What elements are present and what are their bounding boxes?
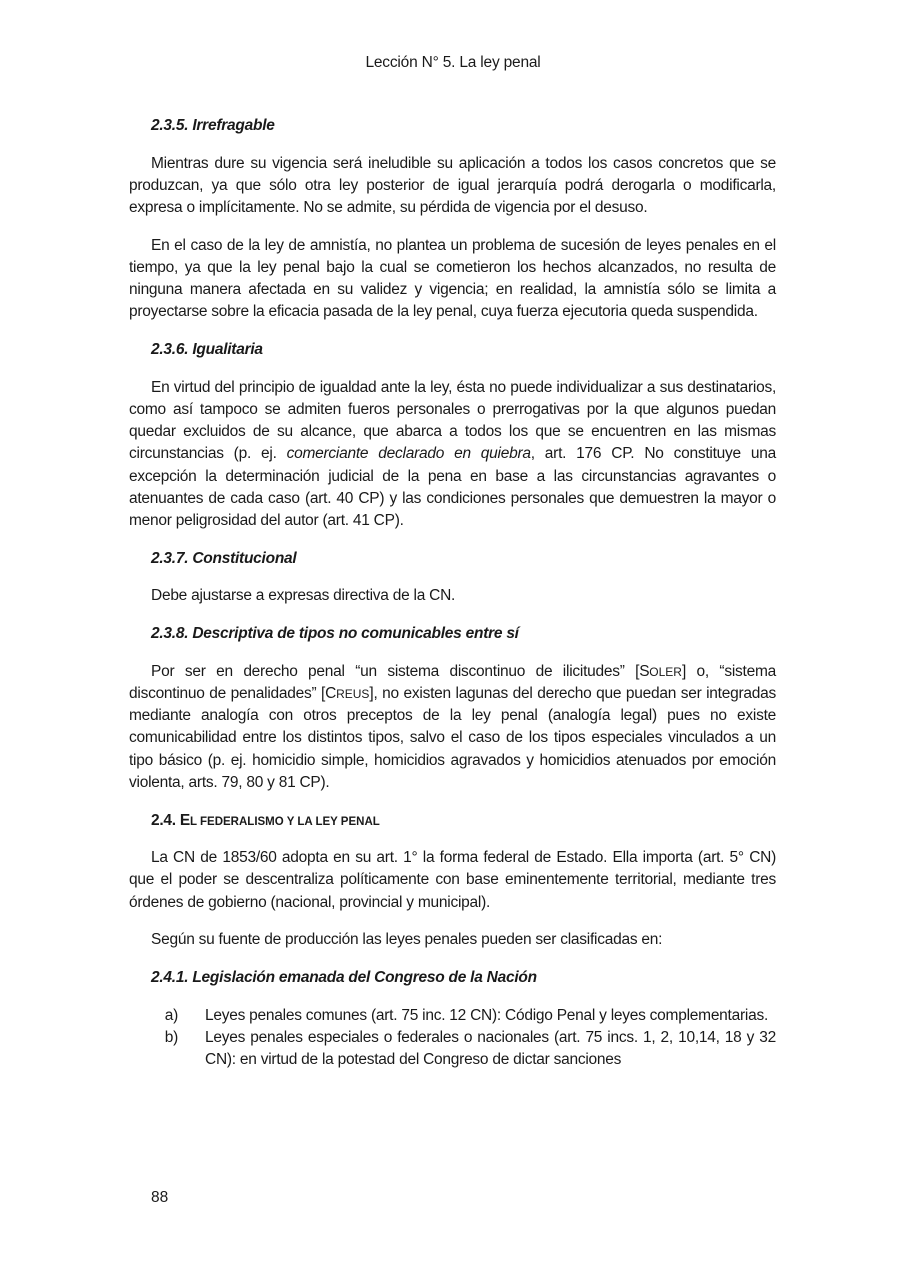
page-number: 88 <box>151 1189 169 1206</box>
paragraph <box>129 661 776 794</box>
text-run: Por ser en derecho penal “un sistema discontinuo de ilicitudes” [ <box>151 662 640 680</box>
paragraph <box>129 377 776 532</box>
section-heading-2-4: 2.4. EL FEDERALISMO Y LA LEY PENAL <box>151 811 380 829</box>
section-heading-2-3-8: 2.3.8. Descriptiva de tipos no comunicables entre sí <box>151 625 519 643</box>
text-run: En virtud del principio de igualdad ante la ley, ésta no puede individualizar a sus destinatarios, como así tampoco se admiten fueros personales o prerrogativas por la que algunos puedan quedar excluidos de su alcance, que abarca a todos los que se encuentren en las mismas circunstancias (p. ej. <box>129 378 776 463</box>
list-marker: b) <box>164 1028 178 1046</box>
text-run: ], no existen lagunas del derecho que puedan ser integradas mediante analogía con otros preceptos de la ley penal (analogía legal) pues no existe comunicabilidad entre los distintos tipos, salvo el caso de los tipos especiales vinculados a un tipo básico (p. ej. homicidio simple, homicidios agravados y homicidios atenuados por emoción violenta, arts. 79, 80 y 81 CP). <box>129 685 776 791</box>
text-run: ] o, “sistema discontinuo de penalidades” [ <box>129 662 776 702</box>
paragraph: Según su fuente de producción las leyes penales pueden ser clasificadas en: <box>151 931 663 949</box>
section-heading-2-4-1: 2.4.1. Legislación emanada del Congreso de la Nación <box>151 969 537 987</box>
text-run: , art. 176 CP. No constituye una excepción la determinación judicial de la pena en base a las circunstancias agravantes o atenuantes de cada caso (art. 40 CP) y las condiciones personales que demuestren la mayor o menor peligrosidad del autor (art. 41 CP). <box>129 445 776 530</box>
section-heading-2-3-7: 2.3.7. Constitucional <box>151 549 297 567</box>
list-item <box>129 1027 776 1071</box>
paragraph: La CN de 1853/60 adopta en su art. 1° la forma federal de Estado. Ella importa (art. 5° CN) que el poder se descentraliza políticamente con base eminentemente territorial, mediante tres órdenes de gobierno (nacional, provincial y municipal). <box>129 849 776 911</box>
author-soler: SOLER <box>639 662 682 680</box>
list-marker: a) <box>164 1006 178 1024</box>
list-item-text: Leyes penales comunes (art. 75 inc. 12 CN): Código Penal y leyes complementarias. <box>205 1006 769 1024</box>
classification-list <box>129 1005 776 1072</box>
section-heading-2-3-5: 2.3.5. Irrefragable <box>151 117 275 134</box>
list-item-text: Leyes penales especiales o federales o nacionales (art. 75 incs. 1, 2, 10,14, 18 y 32 CN): en virtud de la potestad del Congreso de dictar sanciones <box>205 1028 776 1069</box>
page-body <box>129 115 776 1071</box>
paragraph: Mientras dure su vigencia será ineludible su aplicación a todos los casos concretos que se produzcan, ya que sólo otra ley posterior de igual jerarquía podrá derogarla o modificarla, expresa o implícitamente. No se admite, su pérdida de vigencia por el desuso. <box>129 154 776 217</box>
section-heading-2-3-6: 2.3.6. Igualitaria <box>151 341 263 359</box>
author-creus: CREUS <box>325 685 370 702</box>
paragraph: Debe ajustarse a expresas directiva de la CN. <box>151 587 456 605</box>
list-item <box>129 1005 776 1027</box>
running-header: Lección N° 5. La ley penal <box>365 54 541 71</box>
paragraph: En el caso de la ley de amnistía, no plantea un problema de sucesión de leyes penales en el tiempo, ya que la ley penal bajo la cual se cometieron los hechos alcanzados, no resulta de ninguna manera afectada en su validez y vigencia; en realidad, la amnistía sólo se limita a proyectarse sobre la eficacia pasada de la ley penal, cuya fuerza ejecutoria queda suspendida. <box>129 236 776 321</box>
italic-example: comerciante declarado en quiebra <box>286 445 531 463</box>
